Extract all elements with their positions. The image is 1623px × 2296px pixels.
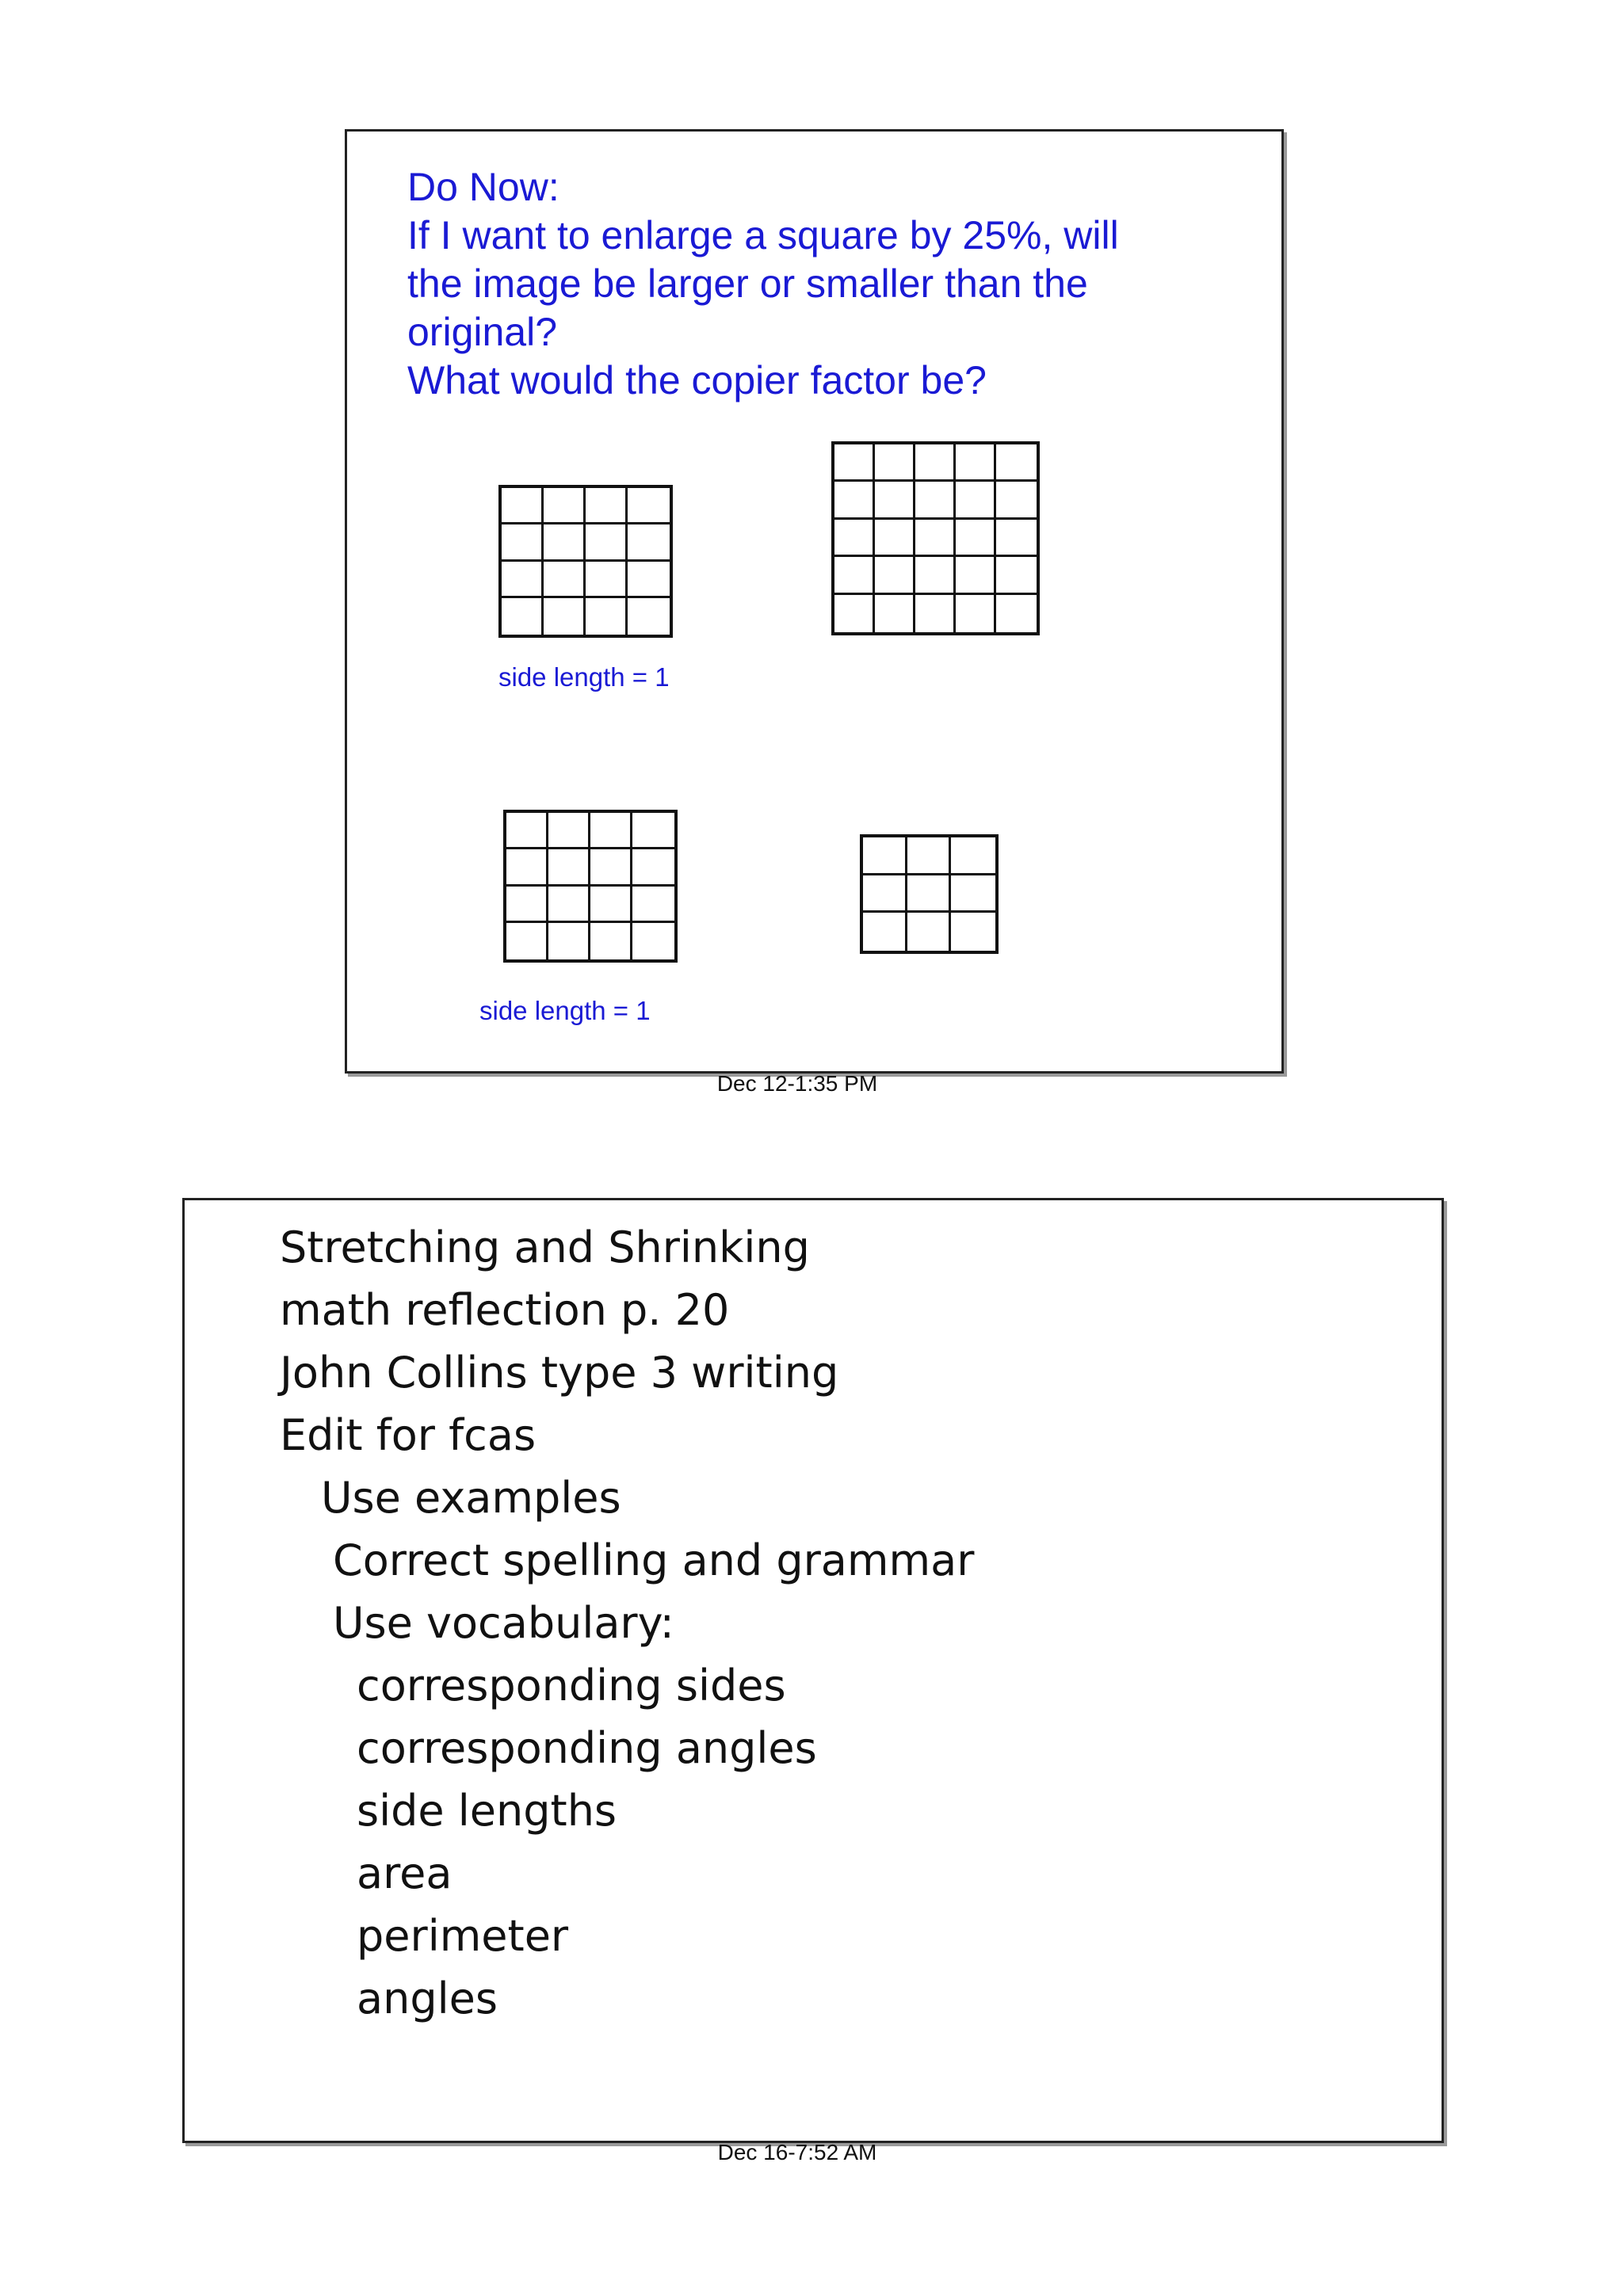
grid-cell (996, 520, 1037, 557)
side-length-label: side length = 1 (479, 996, 651, 1025)
grid-cell (506, 887, 548, 923)
square-grid-top-left (498, 485, 673, 638)
do-now-question-line: What would the copier factor be? (407, 358, 987, 402)
grid-cell (502, 524, 544, 561)
vocabulary-term: area (357, 1848, 453, 1898)
grid-cell (548, 813, 590, 849)
grid-cell (628, 488, 670, 524)
grid-cell (875, 557, 915, 594)
grid-cell (586, 598, 628, 635)
grid-cell (502, 488, 544, 524)
grid-cell (996, 482, 1037, 519)
grid-cell (863, 913, 907, 951)
grid-cell (506, 849, 548, 886)
do-now-question-line: the image be larger or smaller than the (407, 261, 1088, 306)
page-timestamp: Dec 16-7:52 AM (717, 2140, 877, 2164)
vocabulary-term: corresponding angles (357, 1723, 817, 1773)
assignment-line: math reflection p. 20 (280, 1285, 730, 1335)
grid-cell (956, 482, 996, 519)
grid-cell (863, 875, 907, 913)
page-timestamp: Dec 12-1:35 PM (716, 1071, 878, 1096)
grid-cell (875, 482, 915, 519)
grid-cell (544, 562, 586, 598)
grid-cell (907, 837, 952, 875)
vocabulary-term: side lengths (357, 1786, 617, 1836)
grid-cell (502, 598, 544, 635)
do-now-question-line: If I want to enlarge a square by 25%, will (407, 213, 1119, 257)
grid-cell (834, 482, 875, 519)
grid-cell (996, 595, 1037, 632)
grid-cell (590, 813, 632, 849)
grid-cell (863, 837, 907, 875)
grid-cell (915, 482, 956, 519)
square-grid-bottom-right (860, 834, 999, 954)
grid-cell (907, 875, 952, 913)
grid-cell (956, 520, 996, 557)
grid-cell (915, 520, 956, 557)
vocabulary-term: angles (357, 1974, 498, 2023)
edit-criterion: Use examples (321, 1473, 621, 1523)
grid-cell (915, 595, 956, 632)
grid-cell (632, 887, 674, 923)
grid-cell (632, 813, 674, 849)
grid-cell (951, 875, 995, 913)
edit-criterion: Correct spelling and grammar (333, 1535, 975, 1585)
grid-cell (590, 849, 632, 886)
grid-cell (628, 598, 670, 635)
grid-cell (590, 887, 632, 923)
notebook-page-do-now (345, 129, 1284, 1074)
grid-cell (834, 520, 875, 557)
assignment-line: John Collins type 3 writing (280, 1348, 839, 1398)
grid-cell (544, 524, 586, 561)
unit-title: Stretching and Shrinking (280, 1222, 810, 1272)
grid-cell (586, 488, 628, 524)
side-length-label: side length = 1 (498, 662, 670, 692)
square-grid-bottom-left (503, 810, 678, 963)
grid-cell (590, 923, 632, 959)
grid-cell (502, 562, 544, 598)
grid-cell (956, 557, 996, 594)
do-now-question-line: original? (407, 310, 558, 354)
grid-cell (506, 923, 548, 959)
grid-cell (951, 913, 995, 951)
grid-cell (834, 557, 875, 594)
do-now-heading: Do Now: (407, 165, 559, 209)
grid-cell (875, 444, 915, 482)
grid-cell (956, 444, 996, 482)
vocabulary-term: corresponding sides (357, 1661, 786, 1711)
notebook-page-reflection (182, 1198, 1444, 2143)
grid-cell (915, 444, 956, 482)
do-now-prompt (407, 163, 1200, 405)
grid-cell (548, 923, 590, 959)
edit-criterion: Use vocabulary: (333, 1598, 674, 1648)
square-grid-top-right (831, 441, 1040, 635)
grid-cell (544, 598, 586, 635)
grid-cell (628, 562, 670, 598)
grid-cell (544, 488, 586, 524)
grid-cell (586, 562, 628, 598)
grid-cell (548, 887, 590, 923)
grid-cell (951, 837, 995, 875)
grid-cell (628, 524, 670, 561)
grid-cell (632, 849, 674, 886)
grid-cell (632, 923, 674, 959)
grid-cell (875, 595, 915, 632)
grid-cell (834, 444, 875, 482)
grid-cell (506, 813, 548, 849)
grid-cell (996, 444, 1037, 482)
grid-cell (915, 557, 956, 594)
grid-cell (875, 520, 915, 557)
reflection-list (185, 1200, 1442, 2141)
grid-cell (548, 849, 590, 886)
vocabulary-term: perimeter (357, 1911, 569, 1961)
grid-cell (834, 595, 875, 632)
grid-cell (996, 557, 1037, 594)
assignment-line: Edit for fcas (280, 1410, 537, 1460)
grid-cell (586, 524, 628, 561)
grid-cell (956, 595, 996, 632)
grid-cell (907, 913, 952, 951)
